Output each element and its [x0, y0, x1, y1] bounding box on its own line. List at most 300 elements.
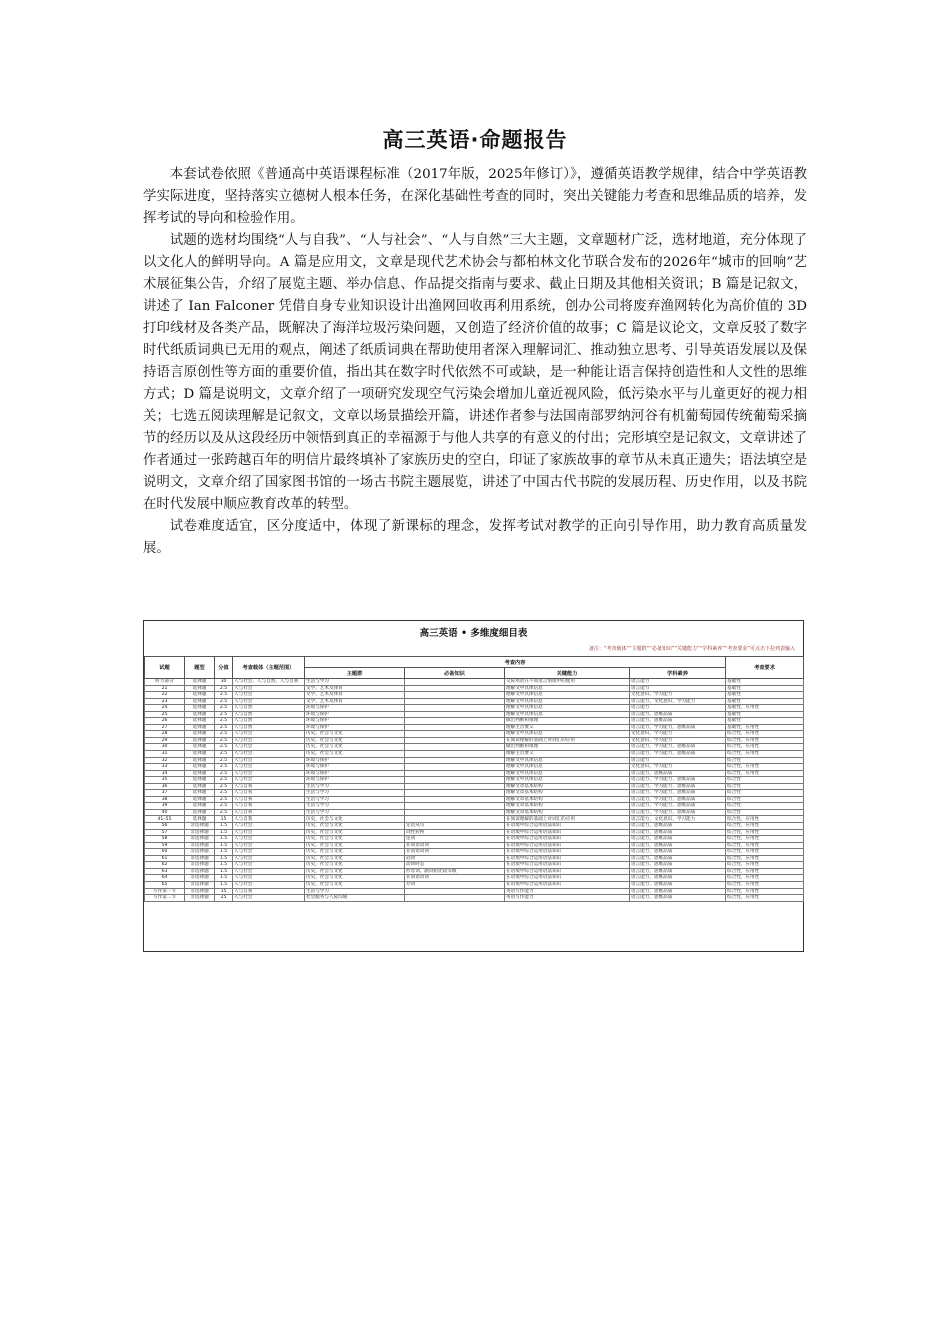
cell-type: 选择题 — [185, 724, 215, 731]
cell-literacy: 语言能力，学习能力，思维品质 — [630, 803, 726, 810]
cell-requirement: 综合性，应用性 — [726, 888, 804, 895]
cell-type: 选择题 — [185, 770, 215, 777]
cell-type: 非选择题 — [185, 881, 215, 888]
cell-carrier: 人与社会 — [233, 770, 305, 777]
cell-item: 写作第二节 — [145, 895, 185, 902]
cell-ability: 理解文中具体信息 — [505, 731, 630, 738]
cell-item: 56 — [145, 823, 185, 830]
cell-score: 2.5 — [215, 757, 233, 764]
cell-ability: 在语境中综合运用语法知识 — [505, 829, 630, 836]
cell-knowledge: 非谓语动词 — [405, 842, 505, 849]
cell-knowledge: 冠词 — [405, 855, 505, 862]
cell-requirement: 基础性 — [726, 679, 804, 686]
cell-carrier: 人与社会 — [233, 737, 305, 744]
cell-item: 35 — [145, 777, 185, 784]
cell-requirement: 综合性，应用性 — [726, 770, 804, 777]
cell-theme: 文学、艺术及体育 — [305, 692, 405, 699]
cell-type: 选择题 — [185, 731, 215, 738]
cell-knowledge — [405, 895, 505, 902]
cell-literacy: 语言能力，文化意识，学习能力 — [630, 816, 726, 823]
cell-requirement: 基础性，应用性 — [726, 705, 804, 712]
cell-theme: 生活与学习 — [305, 803, 405, 810]
cell-knowledge: 形容词、副词的比较等级 — [405, 868, 505, 875]
cell-score: 2.5 — [215, 803, 233, 810]
cell-type: 非选择题 — [185, 823, 215, 830]
cell-score: 1.5 — [215, 836, 233, 843]
cell-type: 选择题 — [185, 796, 215, 803]
cell-item: 64 — [145, 875, 185, 882]
cell-theme: 生活与学习 — [305, 888, 405, 895]
cell-theme: 历史，社会与文化 — [305, 836, 405, 843]
cell-theme: 文学、艺术及体育 — [305, 698, 405, 705]
cell-theme: 生活与学习 — [305, 809, 405, 816]
cell-literacy: 语言能力，思维品质 — [630, 849, 726, 856]
cell-item: 25 — [145, 711, 185, 718]
cell-carrier: 人与社会 — [233, 842, 305, 849]
header-literacy: 学科素养 — [630, 668, 726, 679]
cell-literacy: 文化意识，学习能力 — [630, 737, 726, 744]
cell-item: 62 — [145, 862, 185, 869]
cell-requirement: 综合性 — [726, 803, 804, 810]
cell-score: 2.5 — [215, 777, 233, 784]
cell-requirement: 综合性，应用性 — [726, 895, 804, 902]
header-ability: 关键能力 — [505, 668, 630, 679]
cell-ability: 在语境中综合运用语法知识 — [505, 862, 630, 869]
cell-carrier: 人与社会 — [233, 881, 305, 888]
cell-item: 32 — [145, 757, 185, 764]
cell-type: 选择题 — [185, 698, 215, 705]
header-carrier: 考查载体（主题范围） — [233, 657, 305, 679]
cell-requirement: 综合性，应用性 — [726, 881, 804, 888]
cell-item: 60 — [145, 849, 185, 856]
cell-requirement: 综合性 — [726, 796, 804, 803]
cell-theme: 历史，社会与文化 — [305, 849, 405, 856]
table-note: 备注：“考查载体”“主题群”“必备知识”“关键能力”“学科素养”“考查要求”可点击下拉列表输入 — [588, 646, 795, 652]
cell-requirement: 综合性，应用性 — [726, 744, 804, 751]
cell-ability: 在语境中综合运用语法知识 — [505, 875, 630, 882]
cell-score: 1.5 — [215, 875, 233, 882]
cell-item: 34 — [145, 770, 185, 777]
cell-type: 选择题 — [185, 679, 215, 686]
cell-requirement: 综合性，应用性 — [726, 737, 804, 744]
cell-ability: 英语写作能力 — [505, 888, 630, 895]
cell-requirement: 基础性，应用性 — [726, 724, 804, 731]
cell-ability: 理解文章基本结构 — [505, 803, 630, 810]
cell-literacy: 语言能力，学习能力，思维品质 — [630, 777, 726, 784]
cell-ability: 理解文中具体信息 — [505, 777, 630, 784]
paragraph: 试卷难度适宜，区分度适中，体现了新课标的理念，发挥考试对教学的正向引导作用，助力教育高质量发展。 — [143, 519, 807, 556]
header-score: 分值 — [215, 657, 233, 679]
cell-requirement: 基础性 — [726, 685, 804, 692]
cell-knowledge: 定语从句 — [405, 823, 505, 830]
cell-theme: 生活与学习 — [305, 796, 405, 803]
cell-carrier: 人与自然 — [233, 718, 305, 725]
cell-carrier: 人与社会 — [233, 777, 305, 784]
cell-carrier: 人与社会 — [233, 692, 305, 699]
cell-ability: 理解主旨要义 — [505, 751, 630, 758]
cell-requirement: 综合性，应用性 — [726, 816, 804, 823]
cell-knowledge: 介词 — [405, 881, 505, 888]
cell-score: 1.5 — [215, 823, 233, 830]
cell-type: 选择题 — [185, 705, 215, 712]
cell-carrier: 人与自我 — [233, 803, 305, 810]
cell-requirement: 综合性 — [726, 783, 804, 790]
table-title: 高三英语 • 多维度细目表 — [419, 628, 528, 639]
cell-item: 21 — [145, 685, 185, 692]
cell-requirement: 综合性 — [726, 777, 804, 784]
cell-ability: 在语境中综合运用语法知识 — [505, 836, 630, 843]
cell-score: 15 — [215, 816, 233, 823]
header-content: 考查内容 — [305, 657, 726, 668]
cell-requirement: 综合性，应用性 — [726, 849, 804, 856]
cell-requirement: 综合性，应用性 — [726, 764, 804, 771]
cell-requirement: 综合性，应用性 — [726, 829, 804, 836]
cell-ability: 理解文章基本结构 — [505, 783, 630, 790]
cell-item: 听力部分 — [145, 679, 185, 686]
cell-type: 选择题 — [185, 764, 215, 771]
cell-knowledge: 非谓语动词 — [405, 875, 505, 882]
cell-knowledge: 词性转换 — [405, 829, 505, 836]
cell-requirement: 基础性 — [726, 692, 804, 699]
cell-ability: 做出判断和推理 — [505, 744, 630, 751]
cell-ability: 理解文中具体信息 — [505, 764, 630, 771]
cell-type: 选择题 — [185, 816, 215, 823]
cell-requirement: 综合性，应用性 — [726, 823, 804, 830]
cell-score: 2.5 — [215, 796, 233, 803]
cell-carrier: 人与社会 — [233, 731, 305, 738]
cell-knowledge: 连词 — [405, 836, 505, 843]
cell-literacy: 语言能力，思维品质 — [630, 881, 726, 888]
cell-type: 非选择题 — [185, 895, 215, 902]
cell-literacy: 语言能力，思维品质 — [630, 855, 726, 862]
cell-ability: 理解文中具体信息 — [505, 705, 630, 712]
cell-carrier: 人与自我 — [233, 783, 305, 790]
cell-score: 2.5 — [215, 705, 233, 712]
cell-requirement: 综合性 — [726, 757, 804, 764]
cell-literacy: 语言能力，学习能力，思维品质 — [630, 796, 726, 803]
cell-carrier: 人与自我 — [233, 809, 305, 816]
cell-literacy: 语言能力 — [630, 679, 726, 686]
cell-ability: 在语境中综合运用语法知识 — [505, 842, 630, 849]
cell-ability: 在语境中综合运用语法知识 — [505, 823, 630, 830]
cell-theme: 环境与保护 — [305, 705, 405, 712]
cell-requirement: 综合性，应用性 — [726, 855, 804, 862]
cell-literacy: 文化意识，学习能力 — [630, 731, 726, 738]
cell-type: 选择题 — [185, 737, 215, 744]
cell-requirement: 综合性，应用性 — [726, 862, 804, 869]
cell-score: 1.5 — [215, 849, 233, 856]
cell-type: 非选择题 — [185, 862, 215, 869]
cell-item: 36 — [145, 783, 185, 790]
cell-requirement: 基础性 — [726, 711, 804, 718]
cell-score: 2.5 — [215, 764, 233, 771]
cell-ability: 理解文中具体信息 — [505, 711, 630, 718]
cell-theme: 环境与保护 — [305, 777, 405, 784]
cell-ability: 理解文中具体信息 — [505, 692, 630, 699]
cell-type: 选择题 — [185, 790, 215, 797]
cell-type: 选择题 — [185, 718, 215, 725]
cell-literacy: 语言能力，思维品质 — [630, 875, 726, 882]
cell-item: 61 — [145, 855, 185, 862]
cell-carrier: 人与社会 — [233, 849, 305, 856]
cell-carrier: 人与社会 — [233, 836, 305, 843]
cell-score: 2.5 — [215, 744, 233, 751]
cell-score: 2.5 — [215, 698, 233, 705]
cell-carrier: 人与社会 — [233, 868, 305, 875]
cell-theme: 历史，社会与文化 — [305, 875, 405, 882]
detail-table — [144, 656, 804, 902]
cell-theme: 历史，社会与文化 — [305, 862, 405, 869]
cell-score: 25 — [215, 895, 233, 902]
cell-type: 非选择题 — [185, 836, 215, 843]
cell-score: 1.5 — [215, 855, 233, 862]
report-body — [143, 164, 807, 560]
cell-ability: 在语境中综合运用语法知识 — [505, 881, 630, 888]
cell-literacy: 语言能力，学习能力，思维品质 — [630, 809, 726, 816]
cell-theme: 历史，社会与文化 — [305, 823, 405, 830]
cell-ability: 理解文章基本结构 — [505, 796, 630, 803]
cell-literacy: 语言能力，思维品质 — [630, 711, 726, 718]
cell-requirement: 综合性，应用性 — [726, 751, 804, 758]
cell-literacy: 语言能力 — [630, 705, 726, 712]
cell-requirement: 综合性，应用性 — [726, 875, 804, 882]
cell-score: 15 — [215, 888, 233, 895]
cell-theme: 环境与保护 — [305, 757, 405, 764]
cell-item: 63 — [145, 868, 185, 875]
cell-type: 非选择题 — [185, 842, 215, 849]
cell-item: 38 — [145, 796, 185, 803]
cell-theme: 历史，社会与文化 — [305, 842, 405, 849]
cell-theme: 历史，社会与文化 — [305, 881, 405, 888]
cell-literacy: 语言能力，学习能力，思维品质 — [630, 751, 726, 758]
cell-knowledge: 非谓语动词 — [405, 849, 505, 856]
cell-ability: 理解文中具体信息 — [505, 757, 630, 764]
cell-ability: 理解文章基本结构 — [505, 809, 630, 816]
cell-requirement: 综合性，应用性 — [726, 842, 804, 849]
cell-carrier: 人与社会 — [233, 829, 305, 836]
cell-score: 2.5 — [215, 770, 233, 777]
cell-type: 选择题 — [185, 711, 215, 718]
cell-ability: 理解文章基本结构 — [505, 790, 630, 797]
paragraph: 本套试卷依照《普通高中英语课程标准（2017年版，2025年修订）》，遵循英语教学规律，结合中学英语教学实际进度，坚持落实立德树人根本任务，在深化基础性考查的同时，突出关键能力考查和思维品质的培养，发挥考试的导向和检验作用。 — [143, 167, 807, 226]
cell-carrier: 人与自我 — [233, 816, 305, 823]
cell-theme: 生活与学习 — [305, 679, 405, 686]
paragraph: 试题的选材均围绕“人与自我”、“人与社会”、“人与自然”三大主题，文章题材广泛，选材地道，充分体现了以文化人的鲜明导向。A 篇是应用文，文章是现代艺术协会与都柏林文化节联合发布的2026年“城市的回响”艺术展征集公告，介绍了展览主题、举办信息、作品提交指南与要求、截止日期及其他相关资讯；B 篇是记叙文，讲述了 Ian Falconer 凭借自身专业知识设计出渔网回收再利用系统，创办公司将废弃渔网转化为高价值的 3D 打印线材及各类产品，既解决了海洋垃圾污染问题，又创造了经济价值的故事；C 篇是议论文，文章反驳了数字时代纸质词典已无用的观点，阐述了纸质词典在帮助使用者深入理解词汇、推动独立思考、引导英语发展以及保持语言原创性等方面的重要价值，指出其在数字时代依然不可或缺，是一种能让语言保持创造性和人文性的思维方式；D 篇是说明文，文章介绍了一项研究发现空气污染会增加儿童近视风险，低污染水平与儿童更好的视力相关；七选五阅读理解是记叙文，文章以场景描绘开篇，讲述作者参与法国南部罗纳河谷有机葡萄园传统葡萄采摘节的经历以及从这段经历中领悟到真正的幸福源于与他人共享的有意义的付出；完形填空是记叙文，文章讲述了作者通过一张跨越百年的明信片最终填补了家族历史的空白，印证了家族故事的章节从未真正遗失；语法填空是说明文，文章介绍了国家图书馆的一场古书院主题展览，讲述了中国古代书院的发展历程、历史作用，以及书院在时代发展中顺应教育改革的转型。 — [143, 233, 807, 512]
cell-literacy: 语言能力，学习能力，思维品质 — [630, 783, 726, 790]
cell-carrier: 人与社会 — [233, 744, 305, 751]
cell-type: 非选择题 — [185, 868, 215, 875]
cell-type: 选择题 — [185, 685, 215, 692]
cell-score: 1.5 — [215, 862, 233, 869]
cell-theme: 环境与保护 — [305, 718, 405, 725]
cell-carrier: 人与自我 — [233, 796, 305, 803]
cell-type: 选择题 — [185, 751, 215, 758]
cell-carrier: 人与社会 — [233, 757, 305, 764]
cell-score: 2.5 — [215, 809, 233, 816]
cell-literacy: 语言能力，思维品质 — [630, 868, 726, 875]
cell-carrier: 人与社会、人与自然、人与自我 — [233, 679, 305, 686]
cell-type: 非选择题 — [185, 849, 215, 856]
cell-literacy: 语言能力，思维品质 — [630, 862, 726, 869]
header-type: 题型 — [185, 657, 215, 679]
cell-theme: 社会服务与人际沟通 — [305, 895, 405, 902]
cell-ability: 理解文中具体信息 — [505, 698, 630, 705]
cell-ability: 理解主旨要义 — [505, 724, 630, 731]
cell-literacy: 语言能力，学习能力，思维品质 — [630, 724, 726, 731]
cell-item: 40 — [145, 809, 185, 816]
cell-type: 选择题 — [185, 692, 215, 699]
cell-carrier: 人与社会 — [233, 823, 305, 830]
cell-theme: 环境与保护 — [305, 764, 405, 771]
cell-theme: 文学、艺术及体育 — [305, 685, 405, 692]
cell-item: 39 — [145, 803, 185, 810]
cell-literacy: 语言能力，思维品质 — [630, 895, 726, 902]
cell-type: 选择题 — [185, 809, 215, 816]
cell-literacy: 文化意识，学习能力 — [630, 764, 726, 771]
cell-theme: 历史，社会与文化 — [305, 744, 405, 751]
cell-carrier: 人与社会 — [233, 685, 305, 692]
cell-score: 1.5 — [215, 868, 233, 875]
cell-score: 2.5 — [215, 685, 233, 692]
cell-knowledge: 动词时态 — [405, 862, 505, 869]
cell-item: 29 — [145, 737, 185, 744]
cell-item: 59 — [145, 842, 185, 849]
cell-item: 33 — [145, 764, 185, 771]
cell-requirement: 综合性 — [726, 790, 804, 797]
header-theme: 主题群 — [305, 668, 405, 679]
cell-requirement: 综合性，应用性 — [726, 836, 804, 843]
cell-theme: 历史，社会与文化 — [305, 737, 405, 744]
cell-theme: 历史，社会与文化 — [305, 731, 405, 738]
cell-type: 选择题 — [185, 803, 215, 810]
cell-carrier: 人与社会 — [233, 764, 305, 771]
cell-carrier: 人与社会 — [233, 855, 305, 862]
cell-theme: 历史，社会与文化 — [305, 751, 405, 758]
cell-ability: 在阅读理解的基础上对词汇的应用 — [505, 737, 630, 744]
cell-score: 1.5 — [215, 829, 233, 836]
cell-literacy: 语言能力，思维品质 — [630, 836, 726, 843]
cell-carrier: 人与社会 — [233, 698, 305, 705]
cell-ability: 做出判断和推理 — [505, 718, 630, 725]
cell-requirement: 综合性 — [726, 809, 804, 816]
cell-carrier: 人与自我 — [233, 790, 305, 797]
cell-requirement: 综合性，应用性 — [726, 731, 804, 738]
cell-literacy: 语言能力 — [630, 685, 726, 692]
cell-theme: 环境与保护 — [305, 724, 405, 731]
cell-score: 2.5 — [215, 783, 233, 790]
cell-score: 30 — [215, 679, 233, 686]
cell-literacy: 语言能力，学习能力，思维品质 — [630, 744, 726, 751]
cell-score: 2.5 — [215, 731, 233, 738]
cell-theme: 历史，社会与文化 — [305, 829, 405, 836]
cell-literacy: 文化意识、学习能力 — [630, 692, 726, 699]
cell-carrier: 人与自然 — [233, 711, 305, 718]
cell-type: 选择题 — [185, 777, 215, 784]
cell-carrier: 人与自然 — [233, 724, 305, 731]
cell-score: 1.5 — [215, 881, 233, 888]
cell-literacy: 语言能力，思维品质 — [630, 823, 726, 830]
cell-ability: 理解文中具体信息 — [505, 685, 630, 692]
cell-score: 2.5 — [215, 724, 233, 731]
cell-type: 非选择题 — [185, 888, 215, 895]
cell-theme: 历史，社会与文化 — [305, 816, 405, 823]
cell-theme: 历史，社会与文化 — [305, 868, 405, 875]
cell-theme: 生活与学习 — [305, 790, 405, 797]
cell-carrier: 人与社会 — [233, 875, 305, 882]
cell-literacy: 语言能力，思维品质 — [630, 842, 726, 849]
header-knowledge: 必备知识 — [405, 668, 505, 679]
page-title: 高三英语·命题报告 — [382, 128, 568, 152]
cell-item: 23 — [145, 698, 185, 705]
cell-item: 57 — [145, 829, 185, 836]
cell-type: 非选择题 — [185, 875, 215, 882]
cell-item: 58 — [145, 836, 185, 843]
cell-ability: 在语境中综合运用语法知识 — [505, 849, 630, 856]
table-body — [145, 679, 804, 902]
cell-literacy: 语言能力，思维品质 — [630, 829, 726, 836]
cell-score: 2.5 — [215, 718, 233, 725]
cell-carrier: 人与自我 — [233, 888, 305, 895]
cell-type: 非选择题 — [185, 855, 215, 862]
cell-literacy: 语言能力，文化意识，学习能力 — [630, 698, 726, 705]
cell-item: 22 — [145, 692, 185, 699]
cell-score: 2.5 — [215, 737, 233, 744]
cell-score: 2.5 — [215, 711, 233, 718]
cell-item: 24 — [145, 705, 185, 712]
cell-ability: 英语写作能力 — [505, 895, 630, 902]
cell-item: 41–55 — [145, 816, 185, 823]
cell-literacy: 语言能力，思维品质 — [630, 888, 726, 895]
cell-theme: 环境与保护 — [305, 770, 405, 777]
header-requirement: 考查要求 — [726, 657, 804, 679]
table-row — [145, 895, 804, 902]
cell-theme: 生活与学习 — [305, 783, 405, 790]
cell-item: 65 — [145, 881, 185, 888]
cell-carrier: 人与社会 — [233, 895, 305, 902]
cell-carrier: 人与社会 — [233, 862, 305, 869]
cell-score: 2.5 — [215, 751, 233, 758]
cell-ability: 在阅读理解的基础上对词汇的应用 — [505, 816, 630, 823]
cell-item: 27 — [145, 724, 185, 731]
cell-carrier: 人与自然 — [233, 705, 305, 712]
cell-requirement: 综合性，应用性 — [726, 868, 804, 875]
cell-literacy: 语言能力 — [630, 757, 726, 764]
cell-item: 写作第一节 — [145, 888, 185, 895]
cell-ability: 在语境中综合运用语法知识 — [505, 868, 630, 875]
cell-item: 26 — [145, 718, 185, 725]
cell-type: 选择题 — [185, 744, 215, 751]
cell-item: 31 — [145, 751, 185, 758]
cell-item: 37 — [145, 790, 185, 797]
cell-requirement: 基础性 — [726, 698, 804, 705]
cell-literacy: 语言能力，思维品质 — [630, 718, 726, 725]
cell-ability: 在语境中综合运用语法知识 — [505, 855, 630, 862]
cell-requirement: 基础性 — [726, 718, 804, 725]
cell-score: 1.5 — [215, 842, 233, 849]
cell-theme: 历史，社会与文化 — [305, 855, 405, 862]
cell-item: 30 — [145, 744, 185, 751]
cell-ability: 交际用语在不同语言情境中的使用 — [505, 679, 630, 686]
cell-ability: 理解文中具体信息 — [505, 770, 630, 777]
cell-type: 选择题 — [185, 783, 215, 790]
cell-score: 2.5 — [215, 692, 233, 699]
header-item: 试题 — [145, 657, 185, 679]
cell-literacy: 语言能力，思维品质 — [630, 770, 726, 777]
cell-type: 选择题 — [185, 757, 215, 764]
cell-carrier: 人与社会 — [233, 751, 305, 758]
cell-theme: 环境与保护 — [305, 711, 405, 718]
cell-score: 2.5 — [215, 790, 233, 797]
